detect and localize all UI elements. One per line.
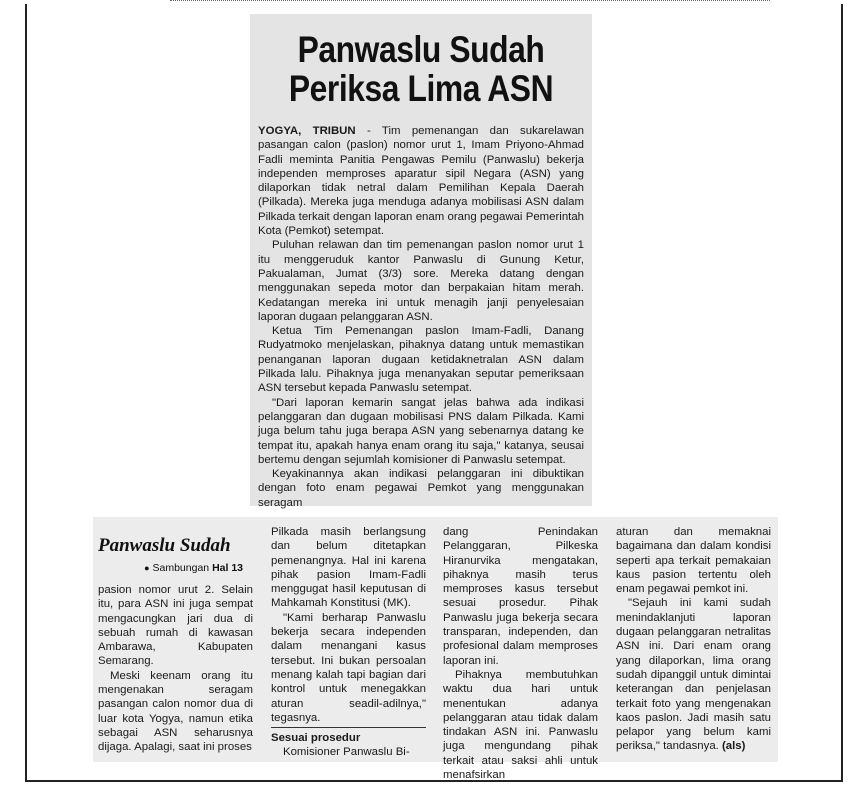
- article-paragraph: Ketua Tim Pemenangan paslon Imam-Fadli, Danang Rudyatmoko menjelaskan, pihaknya datang untuk memastikan penanganan laporan dugaan ketidaknetralan ASN dalam Pilkada lalu. Pihaknya juga menanyakan seputar pemeriksaan ASN tersebut kepada Panwaslu setempat.: [258, 325, 584, 395]
- headline-line-2: Periksa Lima ASN: [288, 68, 554, 109]
- continuation-column-1: [98, 525, 253, 755]
- dateline: YOGYA, TRIBUN: [258, 125, 356, 137]
- column-paragraph: Pihaknya membutuhkan waktu dua hari untuk menentukan adanya pelanggaran atau tidak dalam tindakan ASN ini. Panwaslu juga mengundang pihak terkait atau saksi ahli untuk menafsirkan: [443, 668, 598, 782]
- closing-quote-text: "Sejauh ini kami sudah menindaklanjuti laporan dugaan pelanggaran netralitas ASN ini. Dari enam orang yang dilaporkan, lima orang sudah dipanggil untuk dimintai keterangan dan penjelasan terkait foto yang mengenakan kaos paslon. Jadi masih satu pelapor yang belum kami periksa," tandasnya.: [616, 597, 771, 753]
- column-paragraph: Meski keenam orang itu mengenakan seragam pasangan calon nomor dua di luar kota Yogya, namun etika sebagai ASN seharusnya dijaga. Apalagi, saat ini proses: [98, 669, 253, 754]
- column-paragraph: dang Penindakan Pelanggaran, Pilkeska Hiranurvika mengatakan, pihaknya masih terus memproses kasus tersebut sesuai prosedur. Pihak Panwaslu juga bekerja secara transparan, independen, dan profesional dalam memproses laporan ini.: [443, 526, 598, 667]
- section-subhead: Sesuai prosedur: [271, 732, 361, 745]
- continuation-column-4: [616, 525, 771, 754]
- bullet-icon: ●: [144, 563, 150, 573]
- author-signature: (als): [722, 740, 746, 753]
- lead-paragraph: [258, 124, 584, 238]
- continuation-jump-line: [98, 561, 243, 575]
- headline-line-1: Panwaslu Sudah: [297, 29, 545, 70]
- subhead-rule: [271, 727, 426, 728]
- continuation-column-3: [443, 525, 598, 782]
- main-article-clipping: [250, 14, 592, 509]
- sambungan-label: Sambungan: [152, 562, 210, 574]
- column-paragraph: Pilkada masih berlangsung dan belum ditetapkan pemenangnya. Hal ini karena pihak pasion Imam-Fadli menggugat hasil keputusan di Mahkamah Konstitusi (MK).: [271, 526, 426, 610]
- article-body: [258, 124, 584, 510]
- article-paragraph: "Dari laporan kemarin sangat jelas bahwa ada indikasi pelanggaran dan dugaan mobilisasi PNS dalam Pilkada. Kami juga belum tahu juga berapa ASN yang sebenarnya datang ke tempat itu, apakah hanya enam orang itu saja," katanya, seusai bertemu dengan sejumlah komisioner di Panwaslu setempat.: [258, 396, 584, 466]
- column-paragraph: Komisioner Panwaslu Bi-: [283, 746, 410, 759]
- column-paragraph: [616, 596, 771, 753]
- sambungan-page: Hal 13: [212, 562, 243, 574]
- article-paragraph: Keyakinannya akan indikasi pelanggaran ini dibuktikan dengan foto enam pegawai Pemkot yang menggunakan seragam: [258, 468, 584, 509]
- lead-text: - Tim pemenangan dan sukarelawan pasangan calon (paslon) nomor urut 1, Imam Priyono-Ahmad Fadli meminta Panitia Pengawas Pemilu (Panwaslu) bekerja independen memproses aparatur sipil Negara (ASN) yang dilaporkan tidak netral dalam Pemilihan Kepala Daerah (Pilkada). Mereka juga menduga adanya mobilisasi ASN dalam Pilkada terkait dengan laporan enam orang pegawai Pemerintah Kota (Pemkot) setempat.: [258, 125, 584, 238]
- continuation-kicker: Panwaslu Sudah: [98, 535, 231, 556]
- column-paragraph: pasion nomor urut 2. Selain itu, para ASN ini juga sempat mengacungkan jari dua di sebuah rumah di kawasan Ambarawa, Kabupaten Semarang.: [98, 584, 253, 668]
- column-paragraph: aturan dan memaknai bagaimana dan dalam kondisi seperti apa terkait pemakaian kaus pasion tertentu oleh enam pegawai pemkot ini.: [616, 526, 771, 596]
- continuation-column-2: [271, 525, 426, 760]
- column-paragraph: "Kami berharap Panwaslu bekerja secara independen dalam menangani kasus tersebut. Ini bukan persoalan menang kalah tapi bagian dari kontrol untuk menegakkan aturan seadil-adilnya," tegasnya.: [271, 611, 426, 724]
- article-headline: [281, 30, 561, 108]
- article-paragraph: Puluhan relawan dan tim pemenangan paslon nomor urut 1 itu menggeruduk kantor Panwaslu di Gunung Ketur, Pakualaman, Jumat (3/3) sore. Mereka datang dengan menggunakan sepeda motor dan berpakaian hitam merah. Kedatangan mereka ini untuk menagih janji penyelesaian laporan dugaan pelanggaran ASN.: [258, 239, 584, 323]
- continuation-clipping: [93, 517, 778, 782]
